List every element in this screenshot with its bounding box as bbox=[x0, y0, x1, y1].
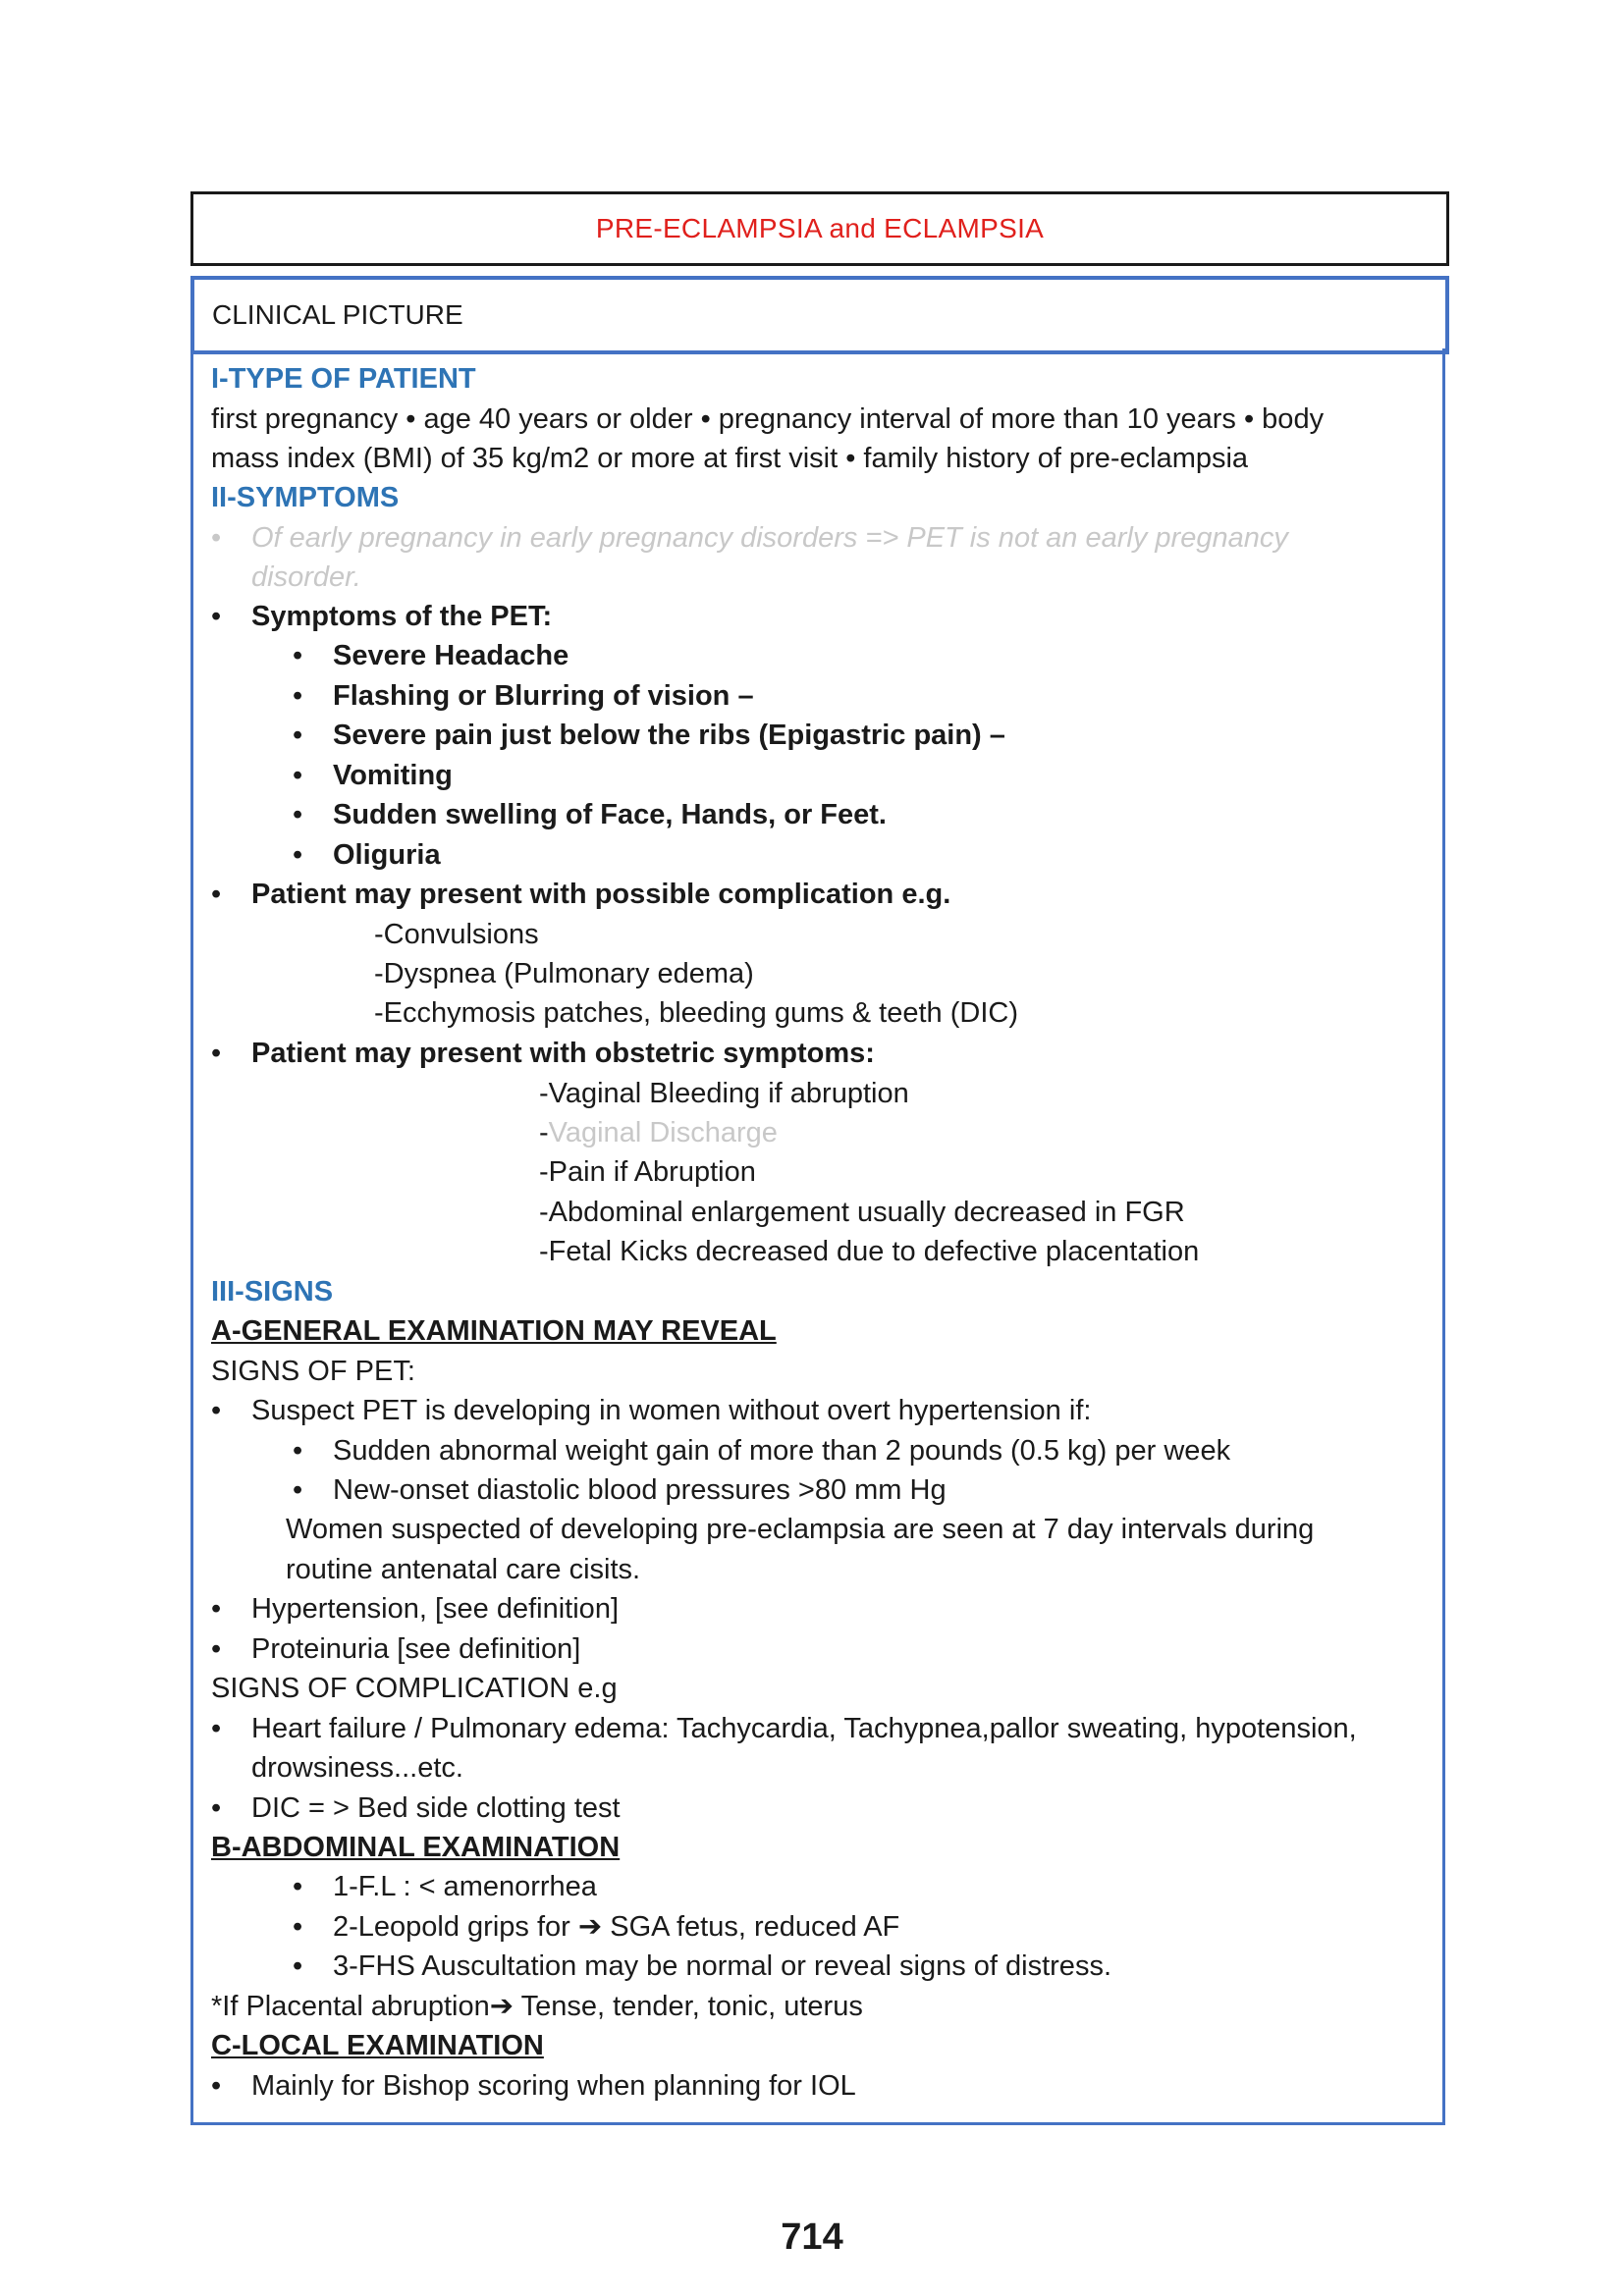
obstetric-item: -Abdominal enlargement usually decreased in FGR bbox=[539, 1197, 1185, 1228]
suspect-pet-line: Suspect PET is developing in women without overt hypertension if: bbox=[251, 1395, 1092, 1426]
right-arrow-icon: ➔ bbox=[577, 1911, 603, 1943]
obstetric-item: -Fetal Kicks decreased due to defective placentation bbox=[539, 1236, 1200, 1267]
pet-symptom-item: Severe pain just below the ribs (Epigastric pain) – bbox=[333, 720, 1005, 751]
obstetric-item-dash: - bbox=[539, 1117, 549, 1148]
proteinuria-item: Proteinuria [see definition] bbox=[251, 1633, 581, 1665]
obstetric-item: -Pain if Abruption bbox=[539, 1156, 756, 1188]
abdominal-item: 3-FHS Auscultation may be normal or reveal signs of distress. bbox=[333, 1950, 1111, 1982]
bullet: • bbox=[293, 839, 303, 871]
pet-symptoms-heading: Symptoms of the PET: bbox=[251, 601, 553, 632]
general-exam-heading: A-GENERAL EXAMINATION MAY REVEAL bbox=[211, 1315, 777, 1347]
bullet: • bbox=[211, 1633, 222, 1665]
bullet: • bbox=[293, 680, 303, 712]
abdominal-exam-heading: B-ABDOMINAL EXAMINATION bbox=[211, 1832, 621, 1863]
dic-item: DIC = > Bed side clotting test bbox=[251, 1792, 621, 1824]
suspect-item: Sudden abnormal weight gain of more than 2 pounds (0.5 kg) per week bbox=[333, 1435, 1231, 1467]
obstetric-item: -Vaginal Bleeding if abruption bbox=[539, 1078, 909, 1109]
bullet: • bbox=[211, 1593, 222, 1625]
bullet: • bbox=[211, 879, 222, 910]
abruption-text: *If Placental abruption bbox=[211, 1991, 490, 2022]
suspect-item: New-onset diastolic blood pressures >80 mm Hg bbox=[333, 1474, 947, 1506]
bullet: • bbox=[211, 1395, 222, 1426]
women-suspected-line-1: Women suspected of developing pre-eclampsia are seen at 7 day intervals during bbox=[286, 1514, 1315, 1545]
bullet: • bbox=[293, 1435, 303, 1467]
hypertension-item: Hypertension, [see definition] bbox=[251, 1593, 619, 1625]
complication-item: -Ecchymosis patches, bleeding gums & teeth (DIC) bbox=[374, 997, 1018, 1029]
bullet: • bbox=[211, 2070, 222, 2102]
bullet: • bbox=[293, 720, 303, 751]
title-box bbox=[190, 191, 1449, 266]
right-arrow-icon: ➔ bbox=[489, 1991, 514, 2022]
obstetric-item-faint bbox=[539, 1119, 778, 1148]
bullet: • bbox=[211, 1713, 222, 1744]
section-title: CLINICAL PICTURE bbox=[212, 299, 463, 330]
bullet: • bbox=[211, 601, 222, 632]
type-of-patient-line-1: first pregnancy • age 40 years or older • pregnancy interval of more than 10 years • body bbox=[211, 403, 1325, 435]
leopold-text: 2-Leopold grips for bbox=[333, 1911, 570, 1943]
complication-item: -Dyspnea (Pulmonary edema) bbox=[374, 958, 754, 989]
pet-symptom-item: Sudden swelling of Face, Hands, or Feet. bbox=[333, 799, 887, 830]
page-title: PRE-ECLAMPSIA and ECLAMPSIA bbox=[595, 213, 1045, 243]
abruption-result: Tense, tender, tonic, uterus bbox=[520, 1991, 863, 2022]
bullet: • bbox=[211, 1038, 222, 1069]
type-of-patient-heading: I-TYPE OF PATIENT bbox=[211, 363, 476, 395]
complication-heading: Patient may present with possible complication e.g. bbox=[251, 879, 951, 910]
women-suspected-line-2: routine antenatal care cisits. bbox=[286, 1554, 641, 1585]
pet-symptom-item: Severe Headache bbox=[333, 640, 569, 671]
pet-symptom-item: Vomiting bbox=[333, 760, 453, 791]
heart-failure-line-2: drowsiness...etc. bbox=[251, 1752, 463, 1784]
signs-of-complication-label: SIGNS OF COMPLICATION e.g bbox=[211, 1673, 618, 1704]
abdominal-item: 1-F.L : < amenorrhea bbox=[333, 1871, 597, 1902]
signs-of-pet-label: SIGNS OF PET: bbox=[211, 1356, 415, 1387]
obstetric-heading: Patient may present with obstetric symptoms: bbox=[251, 1038, 875, 1069]
faint-bullet: • bbox=[211, 522, 222, 554]
bullet: • bbox=[293, 799, 303, 830]
placental-abruption-line bbox=[211, 1993, 863, 2021]
faint-note-line-1: Of early pregnancy in early pregnancy disorders => PET is not an early pregnancy bbox=[251, 522, 1288, 554]
bullet: • bbox=[293, 1474, 303, 1506]
bullet: • bbox=[211, 1792, 222, 1824]
page-number: 714 bbox=[781, 2216, 843, 2258]
local-exam-heading: C-LOCAL EXAMINATION bbox=[211, 2030, 544, 2061]
pet-symptom-item: Flashing or Blurring of vision – bbox=[333, 680, 754, 712]
heart-failure-line-1: Heart failure / Pulmonary edema: Tachycardia, Tachypnea,pallor sweating, hypotension, bbox=[251, 1713, 1357, 1744]
symptoms-heading: II-SYMPTOMS bbox=[211, 482, 400, 513]
bullet: • bbox=[293, 640, 303, 671]
bullet: • bbox=[293, 760, 303, 791]
local-exam-item: Mainly for Bishop scoring when planning for IOL bbox=[251, 2070, 856, 2102]
type-of-patient-line-2: mass index (BMI) of 35 kg/m2 or more at first visit • family history of pre-eclampsia bbox=[211, 443, 1249, 474]
abdominal-item-leopold bbox=[333, 1913, 899, 1942]
complication-item: -Convulsions bbox=[374, 919, 539, 950]
bullet: • bbox=[293, 1871, 303, 1902]
signs-heading: III-SIGNS bbox=[211, 1276, 334, 1308]
faint-note-line-2: disorder. bbox=[251, 561, 361, 593]
leopold-result: SGA fetus, reduced AF bbox=[610, 1911, 900, 1943]
section-header-box bbox=[190, 276, 1449, 354]
pet-symptom-item: Oliguria bbox=[333, 839, 441, 871]
bullet: • bbox=[293, 1911, 303, 1943]
bullet: • bbox=[293, 1950, 303, 1982]
obstetric-item-faint-text: Vaginal Discharge bbox=[548, 1117, 778, 1148]
